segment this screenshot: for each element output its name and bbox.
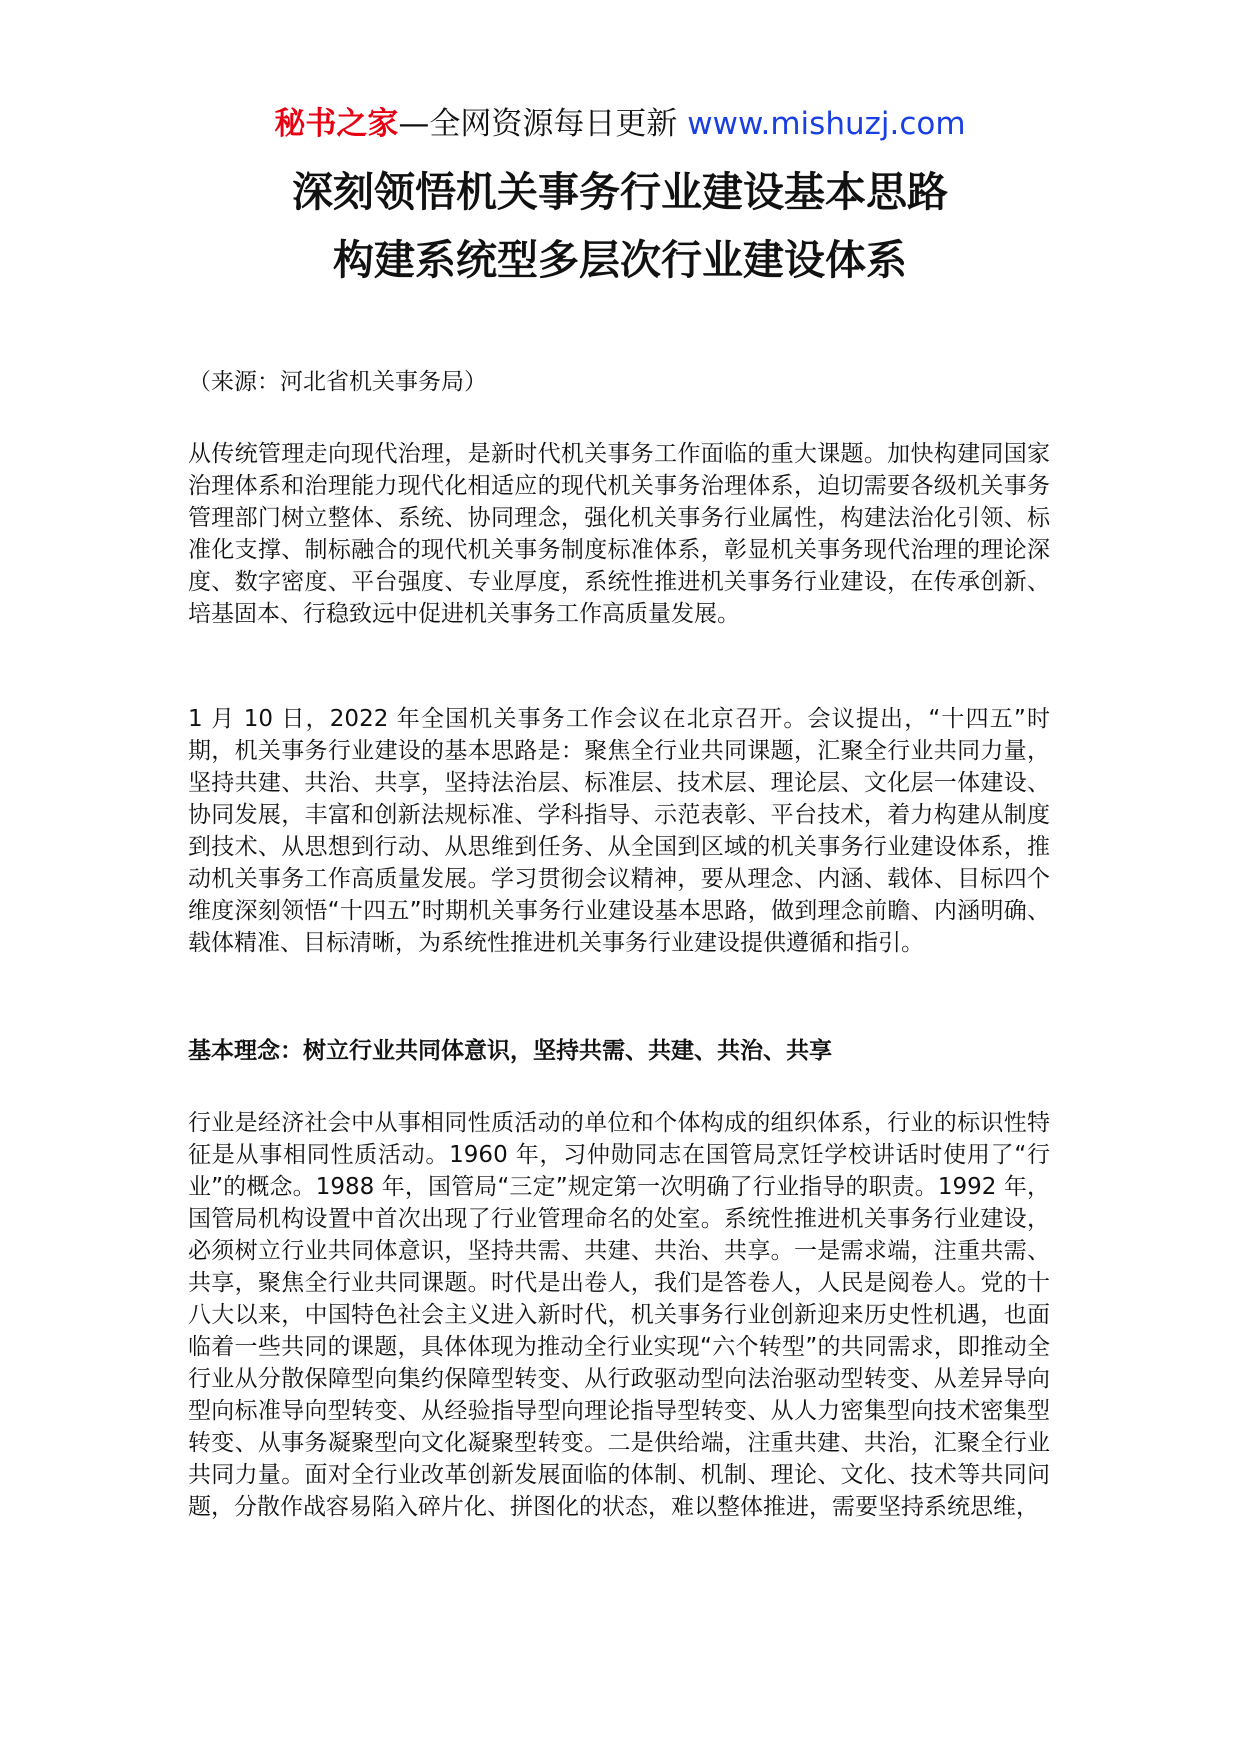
section-heading: 基本理念：树立行业共同体意识，坚持共需、共建、共治、共享 <box>188 1038 832 1064</box>
document-title-line-1: 深刻领悟机关事务行业建设基本思路 <box>292 168 948 216</box>
body-paragraph-1: 从传统管理走向现代治理，是新时代机关事务工作面临的重大课题。加快构建同国家治理体系和治理能力现代化相适应的现代机关事务治理体系，迫切需要各级机关事务管理部门树立整体、系统、协同理念，强化机关事务行业属性，构建法治化引领、标准化支撑、制标融合的现代机关事务制度标准体系，彰显机关事务现代治理的理论深度、数字密度、平台强度、专业厚度，系统性推进机关事务行业建设，在传承创新、培基固本、行稳致远中促进机关事务工作高质量发展。 <box>188 441 1050 627</box>
brand-slogan: —全网资源每日更新 <box>398 106 678 142</box>
site-banner <box>0 104 1240 144</box>
source-note: （来源：河北省机关事务局） <box>188 369 487 395</box>
site-url-link[interactable]: www.mishuzj.com <box>687 106 966 142</box>
body-paragraph-2: 1 月 10 日，2022 年全国机关事务工作会议在北京召开。会议提出，“十四五”时期，机关事务行业建设的基本思路是：聚焦全行业共同课题，汇聚全行业共同力量，坚持共建、共治、共享，坚持法治层、标准层、技术层、理论层、文化层一体建设、协同发展，丰富和创新法规标准、学科指导、示范表彰、平台技术，着力构建从制度到技术、从思想到行动、从思维到任务、从全国到区域的机关事务行业建设体系，推动机关事务工作高质量发展。学习贯彻会议精神，要从理念、内涵、载体、目标四个维度深刻领悟“十四五”时期机关事务行业建设基本思路，做到理念前瞻、内涵明确、载体精准、目标清晰，为系统性推进机关事务行业建设提供遵循和指引。 <box>188 706 1050 956</box>
document-title-line-2: 构建系统型多层次行业建设体系 <box>333 236 907 284</box>
brand-name: 秘书之家 <box>274 106 399 142</box>
section-paragraph: 行业是经济社会中从事相同性质活动的单位和个体构成的组织体系，行业的标识性特征是从事相同性质活动。1960 年，习仲勋同志在国管局烹饪学校讲话时使用了“行业”的概念。1988 年，国管局“三定”规定第一次明确了行业指导的职责。1992 年，国管局机构设置中首次出现了行业管理命名的处室。系统性推进机关事务行业建设，必须树立行业共同体意识，坚持共需、共建、共治、共享。一是需求端，注重共需、共享，聚焦全行业共同课题。时代是出卷人，我们是答卷人，人民是阅卷人。党的十八大以来，中国特色社会主义进入新时代，机关事务行业创新迎来历史性机遇，也面临着一些共同的课题，具体体现为推动全行业实现“六个转型”的共同需求，即推动全行业从分散保障型向集约保障型转变、从行政驱动型向法治驱动型转变、从差异导向型向标准导向型转变、从经验指导型向理论指导型转变、从人力密集型向技术密集型转变、从事务凝聚型向文化凝聚型转变。二是供给端，注重共建、共治，汇聚全行业共同力量。面对全行业改革创新发展面临的体制、机制、理论、文化、技术等共同问题，分散作战容易陷入碎片化、拼图化的状态，难以整体推进，需要坚持系统思维， <box>188 1110 1050 1520</box>
